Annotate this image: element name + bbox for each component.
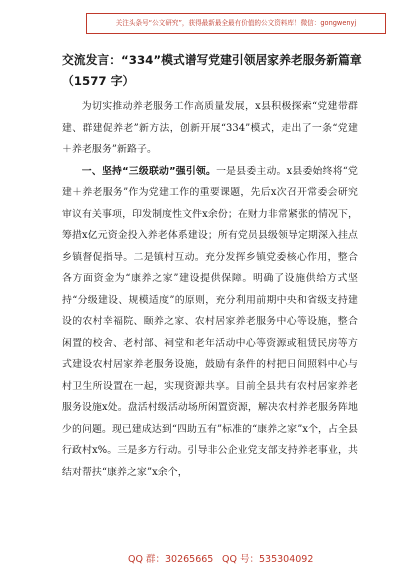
- section-1-body: 一是县委主动。x县委始终将“党建＋养老服务”作为党建工作的重要课题，先后x次召开常委会研究审议有关事项，印发制度性文件x余份；在财力非常紧张的情况下，筹措x亿元资金投入养老体系建设；所有党员县级领导定期深入挂点乡镇督促指导。二是镇村互动。充分发挥乡镇党委核心作用，整合各方面资金为“康养之家”建设提供保障。明确了设施供给方式坚持“分级建设、规模适度”的原则，充分利用前期中央和省级支持建设的农村幸福院、颐养之家、农村居家养老服务中心等设施，整合闲置的校舍、老村部、祠堂和老年活动中心等资源或租赁民房等方式建设农村居家养老服务设施，鼓励有条件的村把日间照料中心与村卫生所设置在一起，实现资源共享。目前全县共有农村居家养老服务设施x处。盘活村级活动场所闲置资源，解决农村养老服务阵地少的问题。现已建成达到“四助五有”标准的“康养之家”x个，占全县行政村x%。三是多方行动。引导非公企业党支部支持养老事业，共结对帮扶“康养之家”x余个，: [62, 165, 358, 478]
- section-1-heading: 一、坚持“三级联动”强引领。: [81, 165, 217, 177]
- qq-number-text: QQ 号：535304092: [222, 554, 314, 565]
- document-body: [62, 96, 358, 483]
- footer-contact: [0, 551, 408, 567]
- document-title: 交流发言：“334”模式谱写党建引领居家养老服务新篇章: [62, 53, 362, 67]
- qq-group-text: QQ 群：30265665: [128, 554, 214, 565]
- document-content: [62, 50, 362, 483]
- section-1-paragraph: [62, 161, 358, 484]
- intro-paragraph: 为切实推动养老服务工作高质量发展，x县积极探索“党建带群建、群建促养老”新方法，创新开展“334”模式，走出了一条“党建＋养老服务”新路子。: [62, 101, 358, 155]
- word-count: （1577 字）: [62, 74, 135, 88]
- header-banner: 关注头条号“公文研究”，获得最新最全最有价值的公文资料库！微信：gongwenyj: [86, 13, 386, 34]
